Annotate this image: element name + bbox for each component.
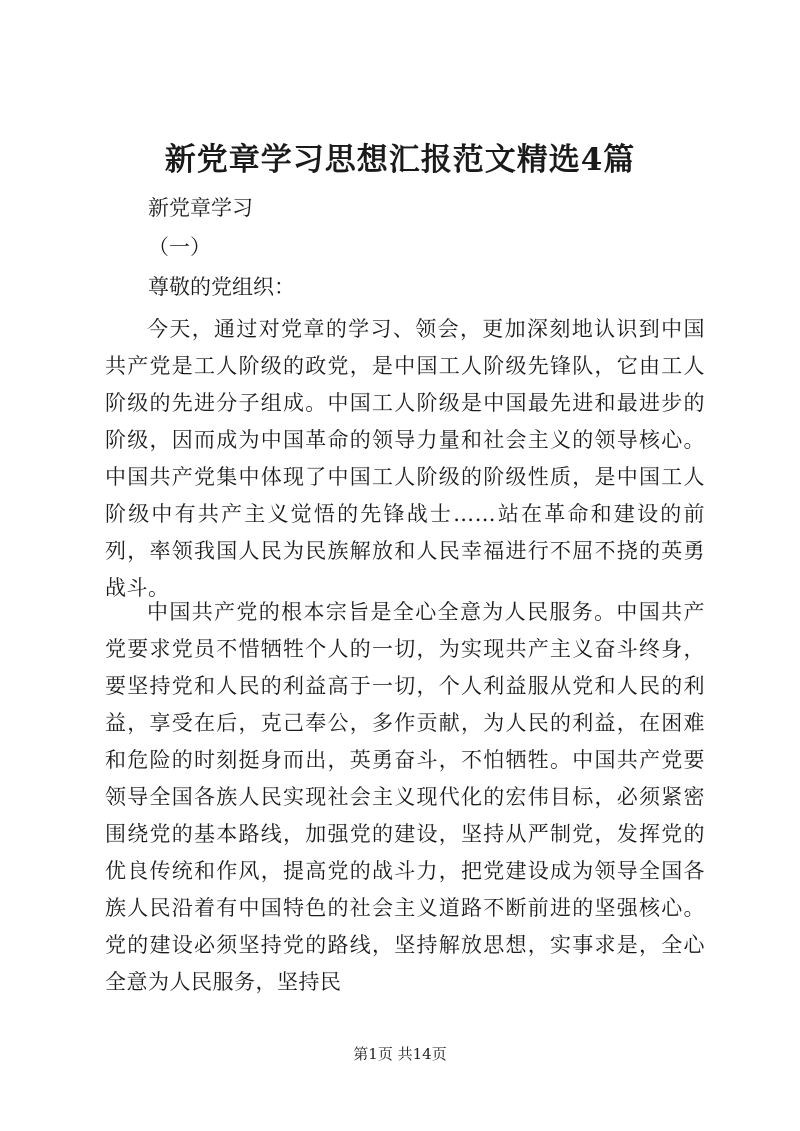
document-title: 新党章学习思想汇报范文精选4篇 [164, 142, 636, 178]
paragraph-1: 今天，通过对党章的学习、领会，更加深刻地认识到中国共产党是工人阶级的政党，是中国工人阶级先锋队，它由工人阶级的先进分子组成。中国工人阶级是中国最先进和最进步的阶级，因而成为中国革命的领导力量和社会主义的领导核心。中国共产党集中体现了中国工人阶级的阶级性质，是中国工人阶级中有共产主义觉悟的先锋战士……站在革命和建设的前列，率领我国人民为民族解放和人民幸福进行不屈不挠的英勇战斗。 [105, 317, 705, 600]
section-number: （一） [148, 235, 211, 259]
paragraph-2: 中国共产党的根本宗旨是全心全意为人民服务。中国共产党要求党员不惜牺牲个人的一切，为实现共产主义奋斗终身，要坚持党和人民的利益高于一切，个人利益服从党和人民的利益，享受在后，克己奉公，多作贡献，为人民的利益，在困难和危险的时刻挺身而出，英勇奋斗，不怕牺牲。中国共产党要领导全国各族人民实现社会主义现代化的宏伟目标，必须紧密围绕党的基本路线，加强党的建设，坚持从严制党，发挥党的优良传统和作风，提高党的战斗力，把党建设成为领导全国各族人民沿着有中国特色的社会主义道路不断前进的坚强核心。党的建设必须坚持党的路线，坚持解放思想，实事求是，全心全意为人民服务，坚持民 [105, 600, 705, 994]
page-indicator: 第1页 共14页 [353, 1045, 447, 1063]
salutation: 尊敬的党组织： [148, 275, 295, 299]
document-subtitle: 新党章学习 [148, 196, 253, 220]
